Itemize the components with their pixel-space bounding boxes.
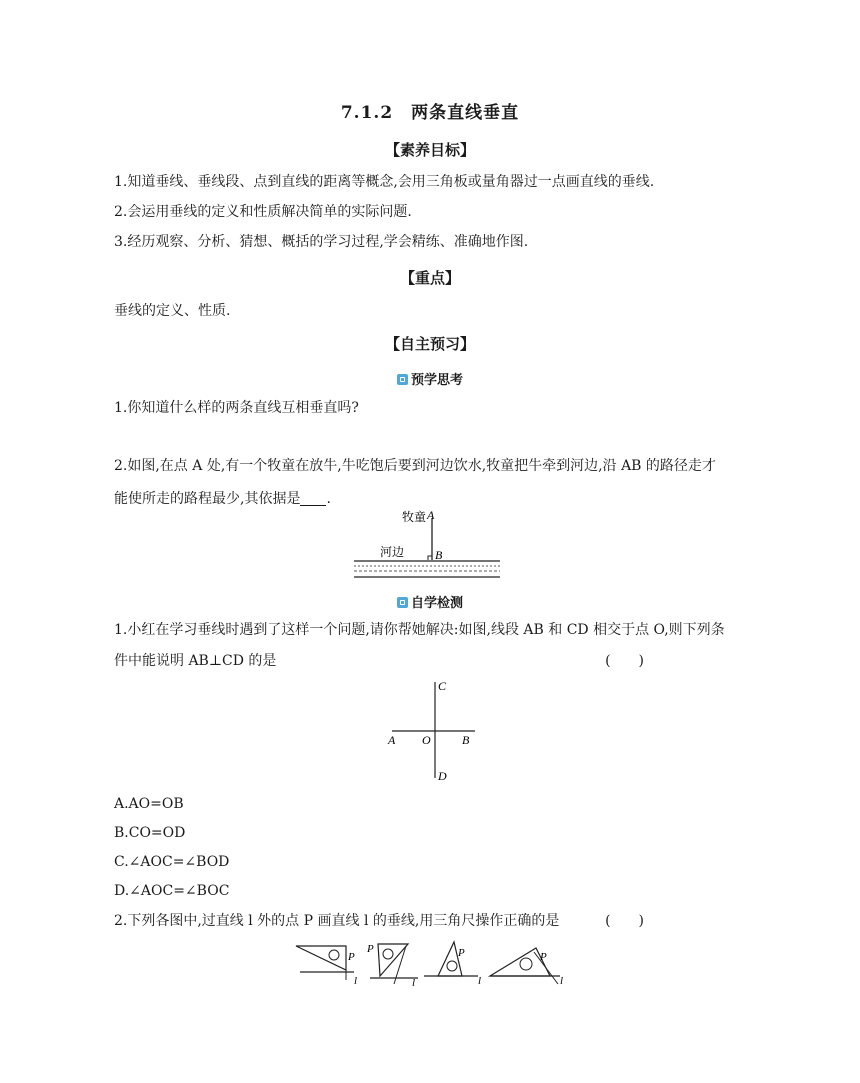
label-O: O — [422, 733, 431, 747]
svg-text:l: l — [412, 977, 416, 988]
svg-text:P: P — [458, 947, 465, 959]
page-title: 7.1.2 两条直线垂直 — [340, 103, 520, 123]
label-B: B — [462, 733, 470, 747]
test-q1-line2: 件中能说明 AB⊥CD 的是 ( ) — [114, 653, 644, 669]
svg-text:P: P — [348, 951, 355, 963]
answer-paren: ( ) — [605, 653, 644, 669]
goals-header: 【素养目标】 — [384, 141, 475, 159]
label-river: 河边 — [380, 545, 405, 559]
diagram-d — [490, 948, 563, 987]
option-a: A.AO=OB — [114, 796, 184, 812]
svg-text:l: l — [354, 975, 358, 987]
book-icon — [397, 374, 408, 385]
answer-paren: ( ) — [605, 913, 644, 929]
test-q2-line: 2.下列各图中,过直线 l 外的点 P 画直线 l 的垂线,用三角尺操作正确的是 ( ) — [114, 913, 644, 929]
svg-text:P: P — [540, 951, 547, 963]
preview-q2-line2: 能使所走的路程最少,其依据是 . — [114, 491, 331, 507]
option-c: C.∠AOC=∠BOD — [114, 854, 230, 870]
goal-2: 2.会运用垂线的定义和性质解决简单的实际问题. — [114, 204, 412, 220]
goal-1: 1.知道垂线、垂线段、点到直线的距离等概念,会用三角板或量角器过一点画直线的垂线. — [114, 174, 655, 190]
option-b: B.CO=OD — [114, 825, 186, 841]
label-D: D — [438, 769, 447, 783]
preview-header: 【自主预习】 — [384, 335, 475, 353]
svg-text:l: l — [478, 975, 482, 987]
key-header: 【重点】 — [399, 269, 460, 287]
label-shepherd: 牧童 — [402, 510, 427, 524]
label-A: A — [427, 508, 435, 522]
figure-set-squares — [290, 938, 580, 988]
key-text: 垂线的定义、性质. — [114, 303, 231, 319]
figure-crossing-lines — [382, 676, 482, 786]
svg-text:l: l — [560, 975, 564, 987]
diagram-a — [296, 946, 357, 987]
goal-3: 3.经历观察、分析、猜想、概括的学习过程,学会精练、准确地作图. — [114, 234, 529, 250]
label-B: B — [435, 548, 443, 562]
option-d: D.∠AOC=∠BOC — [114, 883, 230, 899]
diagram-c — [424, 942, 481, 987]
preview-think-label: 预学思考 — [0, 369, 860, 388]
test-q1-line1: 1.小红在学习垂线时遇到了这样一个问题,请你帮她解决:如图,线段 AB 和 CD 相交于点 O,则下列条 — [114, 622, 725, 638]
preview-q1: 1.你知道什么样的两条直线互相垂直吗? — [114, 400, 359, 416]
answer-blank — [300, 491, 326, 506]
preview-q2-line1: 2.如图,在点 A 处,有一个牧童在放牛,牛吃饱后要到河边饮水,牧童把牛牵到河边,沿 AB 的路径走才 — [114, 458, 716, 474]
label-A: A — [388, 733, 396, 747]
diagram-b — [366, 943, 418, 988]
check-icon — [397, 597, 408, 608]
label-C: C — [438, 679, 447, 693]
figure-shepherd-river — [350, 504, 510, 584]
svg-text:P: P — [367, 943, 374, 955]
self-test-label: 自学检测 — [0, 592, 860, 611]
